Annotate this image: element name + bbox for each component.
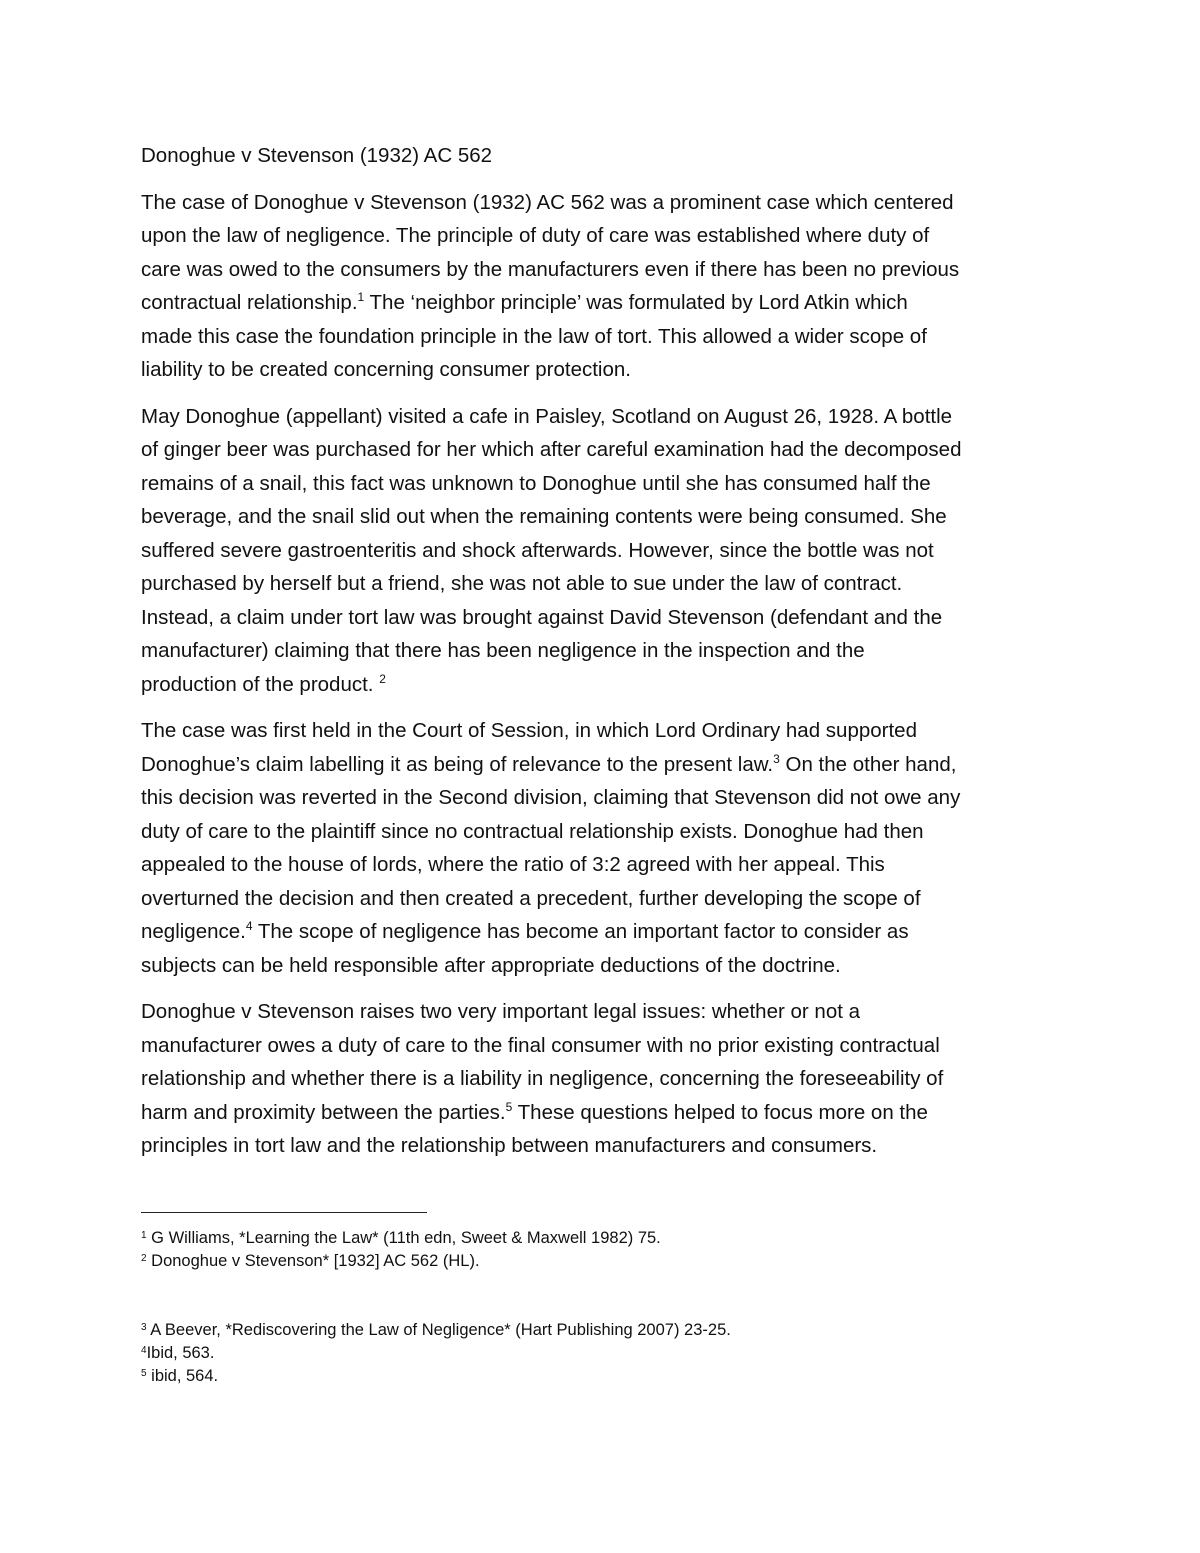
paragraphs-container (141, 186, 1071, 1163)
line-text: remains of a snail, this fact was unknown to Donoghue until she has consumed half the (141, 471, 931, 495)
paragraph-line (141, 1129, 1071, 1163)
spacer (141, 173, 1071, 186)
line-text: Donoghue’s claim labelling it as being of relevance to the present law. (141, 752, 774, 776)
paragraph-4 (141, 995, 1071, 1163)
paragraph-line (141, 1096, 1071, 1130)
paragraph-line (141, 815, 1071, 849)
paragraph-line (141, 995, 1071, 1029)
paragraph-line (141, 668, 1071, 702)
paragraph-line (141, 634, 1071, 668)
footnote-3 (141, 1319, 1071, 1342)
line-text: relationship and whether there is a liability in negligence, concerning the foreseeability of (141, 1067, 944, 1090)
footnote-text: Donoghue v Stevenson* [1932] AC 562 (HL). (146, 1252, 480, 1270)
line-text: production of the product. (141, 672, 380, 696)
paragraph-line (141, 219, 1071, 253)
footnote-1 (141, 1227, 1071, 1250)
footnote-number: 1 (141, 1230, 147, 1241)
footnote-number: 2 (141, 1253, 147, 1264)
line-text: subjects can be held responsible after appropriate deductions of the doctrine. (141, 953, 841, 977)
paragraph-2 (141, 400, 1071, 702)
footnote-text: Ibid, 563. (146, 1344, 215, 1362)
paragraph-3 (141, 714, 1071, 982)
paragraph-line (141, 915, 1071, 949)
footnote-separator (141, 1212, 427, 1213)
line-text-continued: On the other hand, (779, 752, 957, 776)
paragraph-line (141, 848, 1071, 882)
line-text-continued: These questions helped to focus more on the (512, 1100, 928, 1124)
paragraph-line (141, 567, 1071, 601)
line-text: manufacturer) claiming that there has been negligence in the inspection and the (141, 639, 865, 662)
footnote-reference: 1 (357, 290, 365, 304)
line-text: of ginger beer was purchased for her which after careful examination had the decomposed (141, 438, 962, 461)
footnote-number: 3 (141, 1322, 147, 1333)
footnote-2 (141, 1250, 1071, 1273)
footnote-number: 5 (141, 1368, 147, 1379)
paragraph-line (141, 1062, 1071, 1096)
paragraph-line (141, 400, 1071, 434)
line-text: The case was first held in the Court of Session, in which Lord Ordinary had supported (141, 719, 917, 742)
line-text: May Donoghue (appellant) visited a cafe in Paisley, Scotland on August 26, 1928. A bottle (141, 404, 953, 428)
line-text: suffered severe gastroenteritis and shock afterwards. However, since the bottle was not (141, 538, 934, 562)
footnote-text: A Beever, *Rediscovering the Law of Negligence* (Hart Publishing 2007) 23-25. (146, 1321, 731, 1339)
line-text: overturned the decision and then created a precedent, further developing the scope of (141, 886, 921, 910)
line-text: duty of care to the plaintiff since no contractual relationship exists. Donoghue had then (141, 819, 924, 843)
footnote-4 (141, 1342, 1071, 1365)
line-text: Donoghue v Stevenson raises two very important legal issues: whether or not a (141, 1000, 861, 1023)
paragraph-line (141, 253, 1071, 287)
footnote-reference: 2 (379, 671, 386, 686)
footnote-text: ibid, 564. (146, 1367, 219, 1385)
footnote-reference: 5 (505, 1099, 513, 1114)
footnote-5 (141, 1365, 1071, 1388)
document-body (141, 139, 1071, 1163)
footnote-number: 4 (141, 1345, 147, 1356)
paragraph-line (141, 186, 1071, 220)
line-text: purchased by herself but a friend, she was not able to sue under the law of contract. (141, 572, 903, 595)
paragraph-1 (141, 186, 1071, 387)
paragraph-line (141, 320, 1071, 354)
line-text: this decision was reverted in the Second division, claiming that Stevenson did not owe any (141, 786, 961, 809)
line-text: Instead, a claim under tort law was brought against David Stevenson (defendant and the (141, 605, 943, 629)
line-text: appealed to the house of lords, where the ratio of 3:2 agreed with her appeal. This (141, 853, 885, 876)
line-text: contractual relationship. (141, 291, 358, 314)
footnote-list (141, 1227, 1071, 1388)
line-text: beverage, and the snail slid out when the remaining contents were being consumed. She (141, 505, 947, 528)
spacer (141, 701, 1071, 714)
paragraph-line (141, 433, 1071, 467)
line-text: harm and proximity between the parties. (141, 1100, 506, 1124)
footnote-reference: 3 (773, 751, 780, 766)
paragraph-line (141, 748, 1071, 782)
paragraph-line (141, 286, 1071, 320)
line-text: upon the law of negligence. The principle of duty of care was established where duty of (141, 224, 930, 247)
paragraph-line (141, 1029, 1071, 1063)
line-text: principles in tort law and the relationship between manufacturers and consumers. (141, 1134, 878, 1157)
footnote-text: G Williams, *Learning the Law* (11th edn, Sweet & Maxwell 1982) 75. (146, 1229, 661, 1247)
paragraph-line (141, 500, 1071, 534)
footnotes-section (141, 1212, 1071, 1388)
paragraph-line (141, 781, 1071, 815)
paragraph-line (141, 601, 1071, 635)
paragraph-line (141, 714, 1071, 748)
line-text-continued: The scope of negligence has become an important factor to consider as (252, 920, 909, 943)
line-text: negligence. (141, 920, 246, 943)
footnote-reference: 4 (245, 919, 253, 933)
line-text: made this case the foundation principle in the law of tort. This allowed a wider scope of (141, 324, 927, 348)
spacer (141, 387, 1071, 400)
line-text: care was owed to the consumers by the manufacturers even if there has been no previous (141, 257, 960, 281)
line-text: liability to be created concerning consumer protection. (141, 358, 631, 381)
paragraph-line (141, 353, 1071, 387)
document-title: Donoghue v Stevenson (1932) AC 562 (141, 144, 493, 167)
line-text-continued: The ‘neighbor principle’ was formulated by Lord Atkin which (364, 291, 908, 314)
footnote-gap (141, 1273, 1071, 1319)
paragraph-line (141, 534, 1071, 568)
spacer (141, 982, 1071, 995)
paragraph-line (141, 467, 1071, 501)
paragraph-line (141, 949, 1071, 983)
line-text: manufacturer owes a duty of care to the final consumer with no prior existing contractual (141, 1033, 940, 1057)
line-text: The case of Donoghue v Stevenson (1932) AC 562 was a prominent case which centered (141, 190, 954, 214)
paragraph-line (141, 882, 1071, 916)
